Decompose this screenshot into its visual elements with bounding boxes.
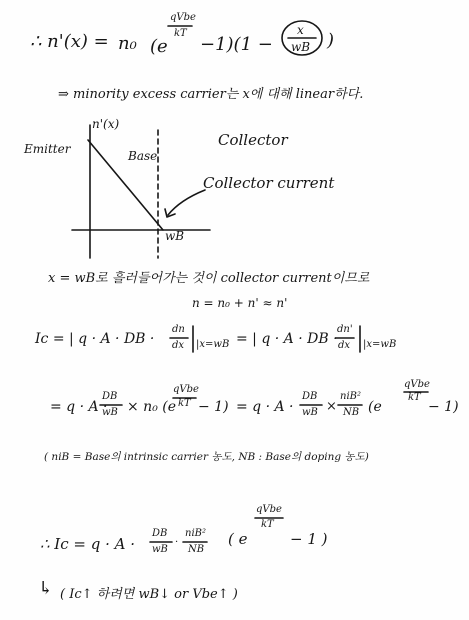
line1-close: ) — [327, 30, 335, 51]
final-ni: niB² — [185, 528, 206, 539]
eq2-eq: = q · A · — [236, 399, 294, 415]
line1-n0: n₀ — [118, 33, 137, 54]
eq2-wb2: wB — [302, 407, 318, 418]
collector-label: Collector — [218, 131, 288, 149]
eq1-lhs: Ic = | q · A · DB · — [35, 331, 155, 347]
eq2-lead: = q · A · — [50, 399, 108, 415]
collector-current-label: Collector current — [203, 174, 335, 192]
line1-wb: wB — [291, 40, 311, 54]
line4-note: n = n₀ + n' ≈ n' — [192, 296, 288, 310]
final-kt: kT — [261, 519, 274, 530]
final-minus: − 1 ) — [290, 530, 328, 548]
final-exp: ( e — [228, 530, 248, 548]
eq1-dx2: dx — [338, 340, 351, 351]
final-nb: NB — [188, 544, 205, 555]
eq2-qvbe: qVbe — [173, 384, 199, 395]
last-arrow: ↳ — [38, 578, 54, 599]
eq1-mid: = | q · A · DB · — [236, 331, 338, 347]
eq2-kt2: kT — [408, 392, 421, 403]
eq1-dx: dx — [172, 340, 185, 351]
eq1-dnp: dn' — [337, 324, 353, 335]
final-db: DB — [152, 528, 168, 539]
line1-qvbe: qVbe — [170, 12, 196, 23]
line1-exp-close: −1)(1 − — [200, 34, 273, 55]
eq2-kt: kT — [178, 398, 191, 409]
diagram-ylabel: n'(x) — [92, 117, 120, 131]
final-qvbe: qVbe — [256, 504, 282, 515]
eq2-wb: wB — [102, 407, 118, 418]
line1-exp-open: (e — [150, 36, 168, 57]
eq2-times: × — [326, 399, 337, 414]
eq2-db: DB — [102, 391, 118, 402]
eq2-qvbe2: qVbe — [404, 379, 430, 390]
eq2-ni2: niB² — [340, 391, 361, 402]
line2-text: ⇒ minority excess carrier는 x에 대해 linear하다. — [58, 87, 364, 102]
line3-text: x = wB로 흘러들어가는 것이 collector current이므로 — [48, 271, 370, 286]
eq1-dn: dn — [172, 324, 185, 335]
base-label: Base — [128, 149, 158, 163]
emitter-label: Emitter — [24, 142, 71, 156]
final-dot: · — [175, 537, 179, 548]
eq2-minus2: − 1) — [428, 399, 459, 415]
final-wb: wB — [152, 544, 168, 555]
last-text: ( Ic↑ 하려면 wB↓ or Vbe↑ ) — [60, 587, 238, 602]
line1-kt: kT — [174, 28, 187, 39]
current-arrow — [168, 190, 205, 215]
eq2-times-n0: × n₀ (e — [127, 399, 177, 415]
wb-axis-label: wB — [165, 229, 185, 243]
eq1-eval1: |x=wB — [196, 339, 230, 350]
final-lhs: ∴ Ic = q · A · — [40, 535, 136, 553]
eq1-eval2: |x=wB — [363, 339, 397, 350]
note-line-text: ( niB = Base의 intrinsic carrier 농도, NB : Base의 doping 농도) — [44, 451, 369, 463]
eq2-exp2: (e — [368, 399, 382, 415]
line1-x: x — [297, 23, 304, 37]
eq2-nb: NB — [343, 407, 360, 418]
line1-prefix: ∴ n'(x) = — [30, 31, 109, 52]
eq2-minus1: − 1) — [198, 399, 229, 415]
eq2-db2: DB — [302, 391, 318, 402]
